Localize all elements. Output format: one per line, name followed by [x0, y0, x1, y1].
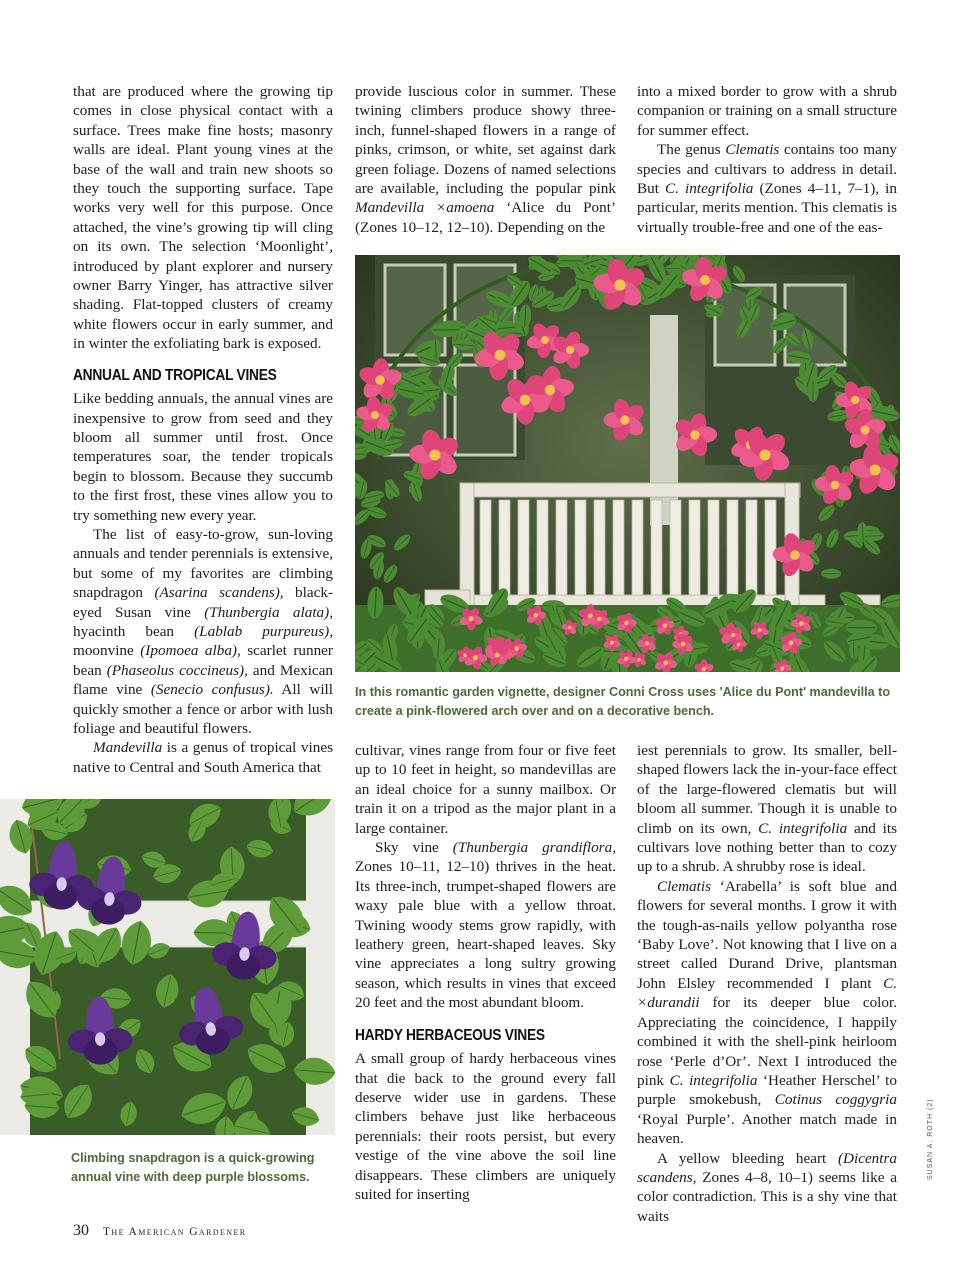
mandevilla-bench-photo — [355, 255, 900, 672]
col2-paragraph-1: provide luscious color in summer. These twining climbers produce showy three-inch, funnel-shaped flowers in a range of pinks, crimson, or white, set against dark green foliage. Dozens of named selections are available, including the popular pink Mandevilla ×amoena ‘Alice du Pont’ (Zones 10–12, 12–10). Depending on the — [355, 83, 617, 236]
col2-paragraph-4: A small group of hardy herbaceous vines that die back to the ground every fall deserve wider use in gardens. These climbers behave just like herbaceous perennials: their roots persist, but every vestige of the vine above the soil line disappears. These climbers are uniquely suited for inserting — [355, 1050, 616, 1203]
page-number: 30 — [73, 1222, 89, 1239]
photo-credit: SUSAN A. ROTH (2) — [927, 1098, 934, 1180]
col3-paragraph-3: iest perennials to grow. Its smaller, bell-shaped flowers lack the in-your-face effect of the large-flowered clematis but will bloom all summer. Though it is unable to climb on its own, C. integrifolia and its cultivars love nothing better than to cozy up to a shrub. A shrubby rose is ideal. — [637, 742, 897, 876]
col3-paragraph-1: into a mixed border to grow with a shrub companion or training on a small structure for summer effect. — [637, 83, 897, 139]
col3-paragraph-2: The genus Clematis contains too many species and cultivars to address in detail. But C. integrifolia (Zones 4–11, 7–1), in particular, merits mention. This clematis is virtually trouble-free and one of the eas- — [637, 141, 898, 236]
col1-paragraph-4: Mandevilla is a genus of tropical vines native to Central and South America that — [73, 739, 333, 776]
heading-hardy-herbaceous-vines: HARDY HERBACEOUS VINES — [355, 1026, 545, 1044]
heading-annual-tropical-vines: ANNUAL AND TROPICAL VINES — [73, 366, 277, 384]
col3-paragraph-5: A yellow bleeding heart (Dicentra scandens, Zones 4–8, 10–1) seems like a color contradiction. This is a shy vine that waits — [637, 1149, 897, 1225]
col1-paragraph-2: Like bedding annuals, the annual vines are inexpensive to grow from seed and they bloom all summer until frost. Once temperatures soar, the tender tropicals begin to blossom. Because they succumb to the first frost, these vines allow you to try something new every year. — [73, 390, 333, 524]
mandevilla-caption: In this romantic garden vignette, designer Conni Cross uses 'Alice du Pont' mandevilla to create a pink-flowered arch over and on a decorative bench. — [355, 685, 891, 718]
col3-paragraph-4: Clematis ‘Arabella’ is soft blue and flowers for several months. I grow it with the tough-as-nails yellow polyantha rose ‘Baby Love’. Not knowing that I live on a street called Durand Drive, plantsman John Elsley recommended I plant C. ×durandii for its deeper blue color. Appreciating the coincidence, I happily combined it with the shell-pink heirloom rose ‘Perle d’Or’. Next I introduced the pink C. integrifolia ‘Heather Herschel’ to purple smokebush, Cotinus coggygria ‘Royal Purple’. Another match made in heaven. — [637, 877, 897, 1148]
column-2-top — [355, 82, 616, 237]
column-3-bottom — [637, 741, 897, 1226]
col2-paragraph-2: cultivar, vines range from four or five feet up to 10 feet in height, so mandevillas are an ideal choice for a sunny mailbox. Or train it on a tripod as the major plant in a large container. — [355, 742, 616, 837]
climbing-snapdragon-photo — [0, 799, 335, 1135]
page-footer — [73, 1222, 246, 1240]
column-2-bottom — [355, 741, 616, 1204]
column-1 — [73, 82, 333, 777]
snapdragon-caption: Climbing snapdragon is a quick-growing annual vine with deep purple blossoms. — [71, 1151, 315, 1184]
col1-paragraph-1: that are produced where the growing tip comes in close physical contact with a surface. Trees make fine hosts; masonry walls are ideal. Plant young vines at the base of the wall and train new shoots so they touch the supporting surface. Tape works very well for this purpose. Once attached, the vine’s growing tip will cling on its own. The selection ‘Moonlight’, introduced by plant explorer and nursery owner Barry Yinger, has attractive silver shading. Flat-topped clusters of creamy white flowers occur in early summer, and in winter the exfoliating bark is exposed. — [73, 83, 333, 353]
mandevilla-photo-illustration — [355, 255, 900, 672]
col1-paragraph-3: The list of easy-to-grow, sun-loving annuals and tender perennials is extensive, but some of my favorites are climbing snapdragon (Asarina scandens), black-eyed Susan vine (Thunbergia alata), hyacinth bean (Lablab purpureus), moonvine (Ipomoea alba), scarlet runner bean (Phaseolus coccineus), and Mexican flame vine (Senecio confusus). All will quickly smother a fence or arbor with lush foliage and beautiful flowers. — [73, 525, 333, 737]
snapdragon-photo-illustration — [0, 799, 335, 1135]
column-3-top — [637, 82, 897, 237]
magazine-title: The American Gardener — [103, 1226, 247, 1238]
col2-paragraph-3: Sky vine (Thunbergia grandiflora, Zones 10–11, 12–10) thrives in the heat. Its three-inch, trumpet-shaped flowers are waxy pale blue with a yellow throat. Twining woody stems grow rapidly, with leathery green, heart-shaped leaves. Sky vine appreciates a long sultry growing season, which results in vines that exceed 20 feet and the most abundant bloom. — [355, 839, 616, 1012]
